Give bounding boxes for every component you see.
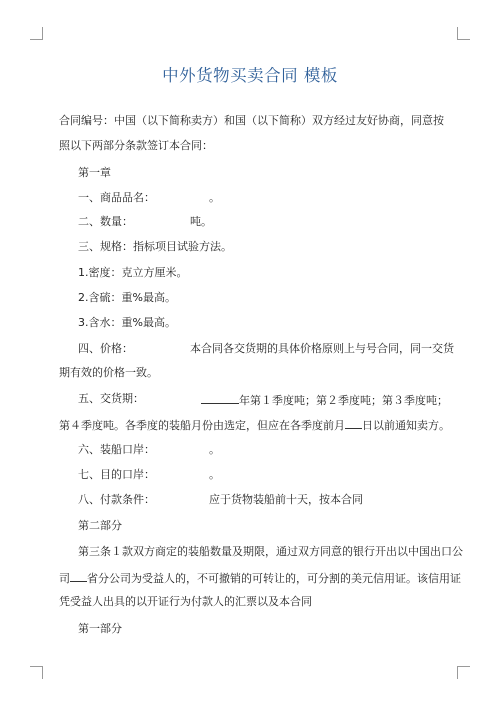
product-name-label: 一、商品品名： [78, 191, 155, 204]
page-corner-mark [457, 666, 470, 679]
page-corner-mark [30, 666, 43, 679]
blank-underline [201, 392, 239, 404]
destination-port-end: 。 [209, 468, 220, 481]
part-one-heading: 第一部分 [78, 622, 122, 635]
destination-port-label: 七、目的口岸： [78, 468, 155, 481]
loading-port-end: 。 [209, 443, 220, 456]
payment-text: 应于货物装船前十天，按本合同 [209, 493, 363, 506]
part-two-heading: 第二部分 [78, 519, 122, 532]
article-3-line-2: 司 省分公司为受益人的，不可撤销的可转让的，可分割的美元信用证。该信用证 [59, 572, 461, 585]
loading-port-label: 六、装船口岸： [78, 443, 155, 456]
delivery-line-2: 第４季度吨。各季度的装船月份由选定，但应在各季度前月 日以前通知卖方。 [59, 419, 450, 432]
chapter-heading: 第一章 [78, 166, 111, 179]
spec-line: 三、规格：指标项目试验方法。 [78, 240, 232, 253]
document-title: 中外货物买卖合同 模板 [162, 66, 338, 85]
page-corner-mark [457, 27, 470, 40]
quantity-unit: 吨。 [190, 215, 212, 228]
sulfur-line: 2.含硫：重%最高。 [78, 291, 176, 304]
page-corner-mark [30, 27, 43, 40]
blank-underline [345, 417, 362, 429]
delivery-line-1: 年第１季度吨；第２季度吨；第３季度吨； [201, 392, 448, 408]
price-line-2: 期有效的价格一致。 [59, 366, 158, 379]
payment-label: 八、付款条件： [78, 493, 155, 506]
density-line: 1.密度：克立方厘米。 [78, 266, 188, 279]
intro-line-2: 照以下两部分条款签订本合同： [59, 139, 213, 152]
article-3-line-1: 第三条１款双方商定的装船数量及期限，通过双方同意的银行开出以中国出口公 [78, 545, 463, 558]
price-label: 四、价格： [78, 342, 133, 355]
price-text: 本合同各交货期的具体价格原则上与号合同，同一交货 [190, 342, 454, 355]
delivery-label: 五、交货期： [78, 392, 144, 405]
blank-underline [70, 570, 87, 582]
water-line: 3.含水：重%最高。 [78, 316, 176, 329]
product-name-end: 。 [209, 191, 220, 204]
intro-line-1: 合同编号：中国（以下简称卖方）和国（以下简称）双方经过友好协商，同意按 [59, 114, 444, 127]
article-3-line-3: 凭受益人出具的以开证行为付款人的汇票以及本合同 [59, 595, 312, 608]
quantity-label: 二、数量： [78, 215, 133, 228]
